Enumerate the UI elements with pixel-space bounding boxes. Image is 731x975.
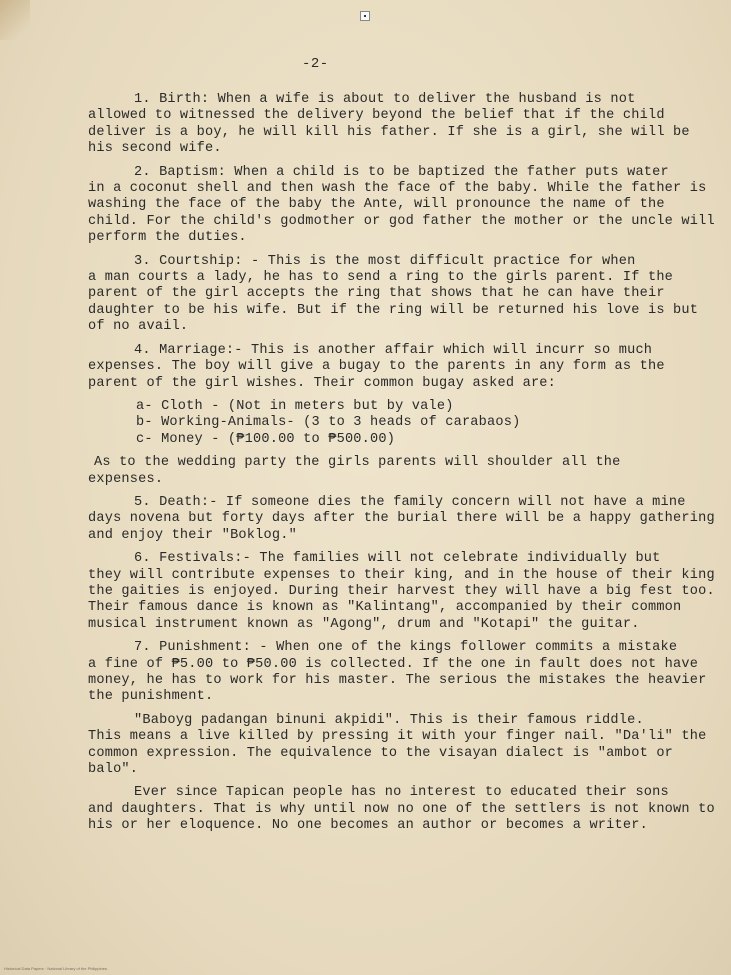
paragraph-punishment: 7. Punishment: - When one of the kings follower commits a mistake a fine of ₱5.00 to ₱50.00 is collected. If the one in fault does not have money, he has to work for his master. The serious the mistakes the heavier the punishment. (88, 640, 707, 705)
list-item: c- Money - (₱100.00 to ₱500.00) (136, 431, 396, 447)
paragraph-birth: 1. Birth: When a wife is about to deliver the husband is not allowed to witnessed the delivery beyond the belief that if the child deliver is a boy, he will kill his father. If she is a girl, she will be his second wife. (88, 92, 690, 157)
staple-mark (360, 11, 370, 21)
archive-footer: Historical Data Papers · National Library of the Philippines (4, 966, 107, 971)
document-body (88, 92, 718, 842)
paragraph-education: Ever since Tapican people has no interest to educated their sons and daughters. That is why until now no one of the settlers is not known to his or her eloquence. No one becomes an author or becomes a writer. (88, 785, 715, 834)
paragraph-baptism: 2. Baptism: When a child is to be baptized the father puts water in a coconut shell and then wash the face of the baby. While the father is washing the face of the baby the Ante, will pronounce the name of the child. For the child's godmother or god father the mother or the uncle will perform the duties. (88, 164, 715, 246)
paragraph-wedding-party: As to the wedding party the girls parents will shoulder all the expenses. (88, 455, 621, 487)
paragraph-courtship: 3. Courtship: - This is the most difficult practice for when a man courts a lady, he has to send a ring to the girls parent. If the parent of the girl accepts the ring that shows that he can have their daughter to be his wife. But if the ring will be returned his love is but of no avail. (88, 253, 699, 335)
paragraph-marriage: 4. Marriage:- This is another affair which will incurr so much expenses. The boy will give a bugay to the parents in any form as the parent of the girl wishes. Their common bugay asked are: (88, 342, 665, 391)
page-number: -2- (302, 56, 329, 72)
paragraph-death: 5. Death:- If someone dies the family concern will not have a mine days novena but forty days after the burial there will be a happy gathering and enjoy their "Boklog." (88, 494, 715, 543)
paragraph-festivals: 6. Festivals:- The families will not celebrate individually but they will contribute expenses to their king, and in the house of their king the gaities is enjoyed. During their harvest they will have a big fest too. Their famous dance is known as "Kalintang", accompanied by their common musical instrument known as "Agong", drum and "Kotapi" the guitar. (88, 551, 715, 632)
list-item: a- Cloth - (Not in meters but by vale) (136, 398, 454, 414)
paper-edge-stain (0, 0, 30, 40)
list-item: b- Working-Animals- (3 to 3 heads of carabaos) (136, 415, 521, 431)
bugay-list (88, 399, 718, 448)
paragraph-riddle: "Baboyg padangan binuni akpidi". This is their famous riddle. This means a live killed by pressing it with your finger nail. "Da'li" the common expression. The equivalence to the visayan dialect is "ambot or balo". (88, 712, 707, 778)
